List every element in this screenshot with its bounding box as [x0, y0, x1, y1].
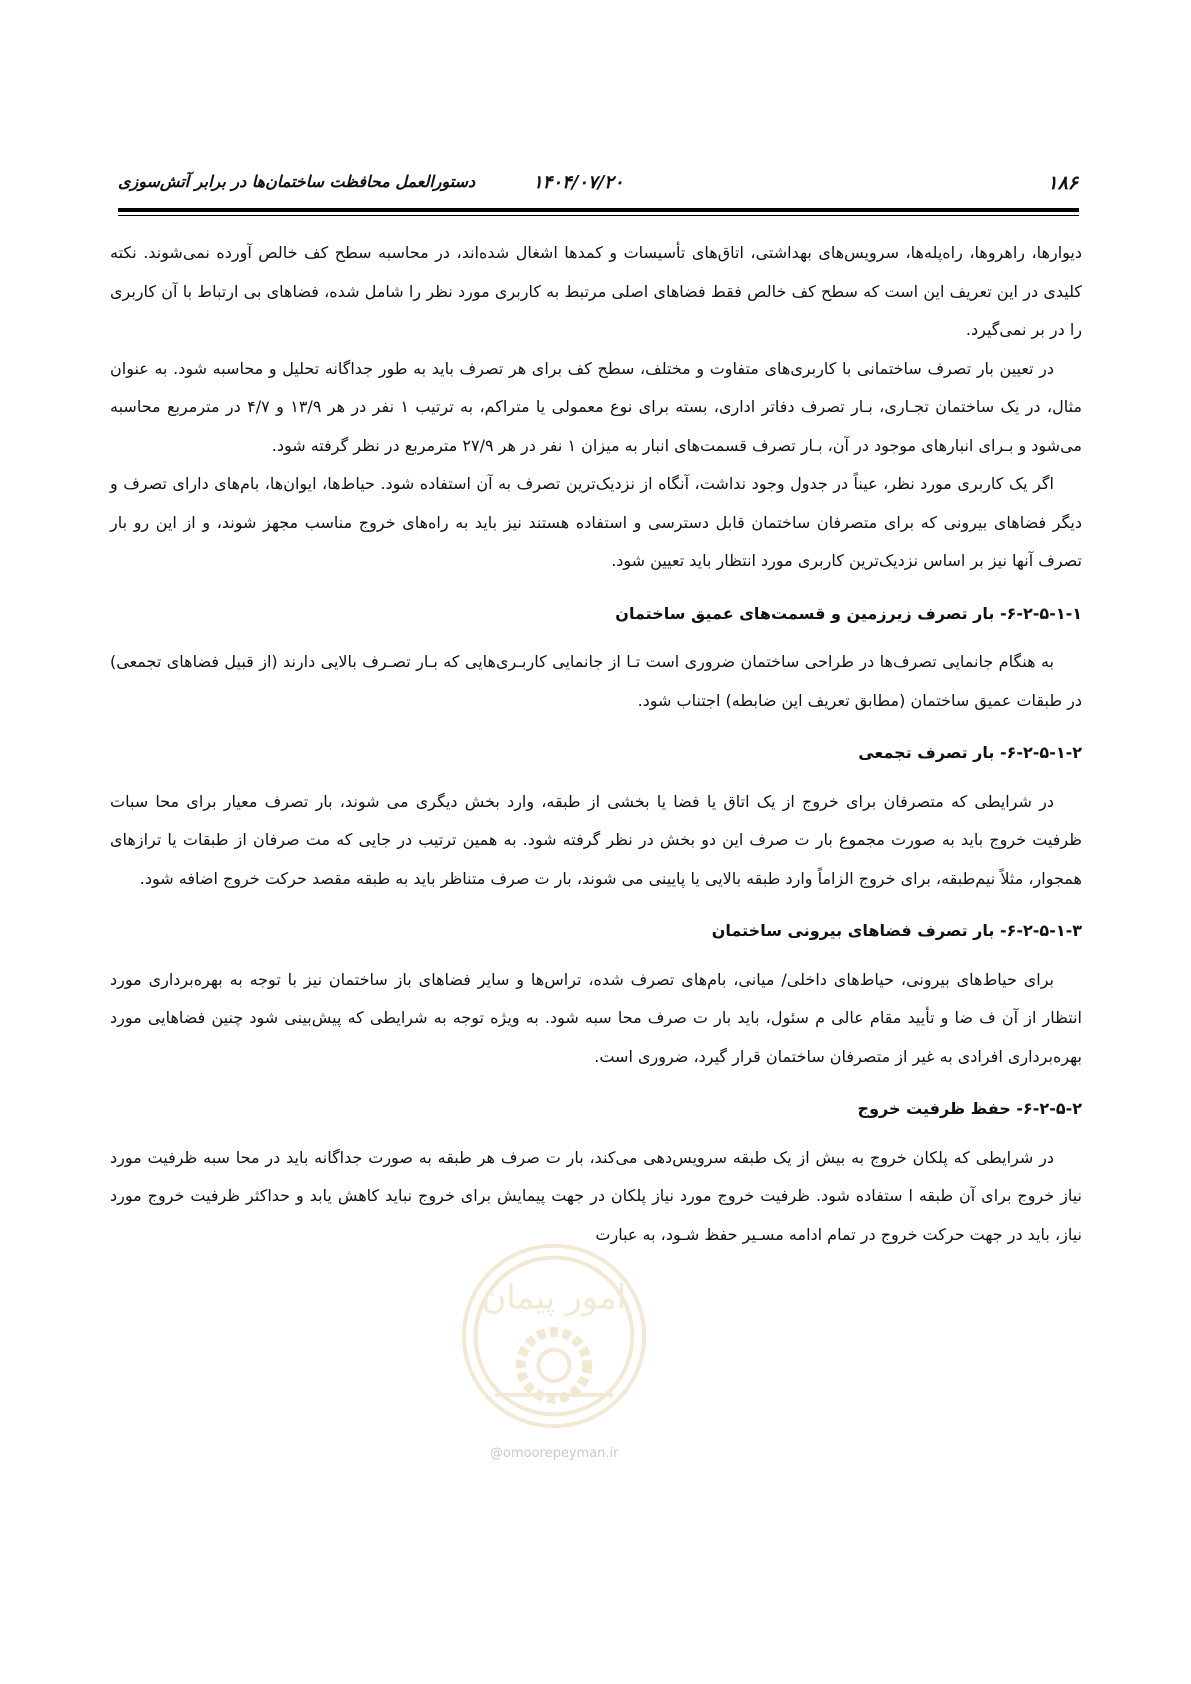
paragraph-1: دیوارها، راهروها، راه‌پله‌ها، سرویس‌های بهداشتی، اتاق‌های تأسیسات و کمدها اشغال شده‌اند، در محاسبه سطح کف خالص آورده نمی‌شوند. نکته کلیدی در این تعریف این است که سطح کف خالص فقط فضاهای اصلی مرتبط به کاربری مورد نظر را شامل شده، فضاهای بی ارتباط با آن کاربری را در بر نمی‌گیرد.: [110, 243, 1082, 339]
paragraph-7: در شرایطی که پلکان خروج به بیش از یک طبقه سرویس‌دهی می‌کند، بار ت صرف هر طبقه به صورت جداگانه باید در محا سبه ظرفیت مورد نیاز خروج برای آن طبقه ا ستفاده شود. ظرفیت خروج مورد نیاز پلکان در جهت پیمایش برای خروج نباید کاهش یابد و حداکثر ظرفیت خروج مورد نیاز، باید در جهت حرکت خروج در تمام ادامه مسـیر حفظ شـود، به عبارت: [110, 1147, 1082, 1244]
section-heading-assembly: ۶-۲-۵-۱-۲- بار تصرف تجمعی: [858, 743, 1082, 762]
watermark-logo-text: امور پیمان: [481, 1277, 627, 1317]
section-heading-outdoor: ۶-۲-۵-۱-۳- بار تصرف فضاهای بیرونی ساختمان: [711, 921, 1082, 940]
paragraph-5: در شرایطی که متصرفان برای خروج از یک اتاق یا فضا یا بخشی از طبقه، وارد بخش دیگری می شوند، بار تصرف معیار برای محا سبات ظرفیت خروج باید به صورت مجموع بار ت صرف این دو بخش در نظر گرفته شود. به همین ترتیب در جایی که مت صرفان از طبقات یا ترازهای همجوار، مثلاً نیم‌طبقه، برای خروج الزاماً وارد طبقه بالایی یا پایینی می شوند، بار ت صرف متناظر باید به طبقه مقصد حرکت خروج اضافه شود.: [110, 791, 1082, 888]
paragraph-4: به هنگام جانمایی تصرف‌ها در طراحی ساختمان ضروری است تـا از جانمایی کاربـری‌هایی که بـار تصـرف بالایی دارند (از قبیل فضاهای تجمعی) در طبقات عمیق ساختمان (مطابق تعریف این ضابطه) اجتناب شود.: [110, 652, 1082, 710]
page-header: [118, 168, 1078, 200]
section-heading-basement: ۶-۲-۵-۱-۱- بار تصرف زیرزمین و قسمت‌های عمیق ساختمان: [615, 603, 1082, 623]
header-rule-thick: [118, 208, 1079, 212]
paragraph-6: برای حیاط‌های بیرونی، حیاط‌های داخلی/ میانی، بام‌های تصرف شده، تراس‌ها و سایر فضاهای باز ساختمان نیز با توجه به بهره‌برداری مورد انتظار از آن ف ضا و تأیید مقام عالی م سئول، باید بار ت صرف محا سبه شود. به ویژه توجه به شرایطی که پیش‌بینی شود چنین فضاهایی مورد بهره‌برداری افرادی به غیر از متصرفان ساختمان قرار گیرد، ضروری است.: [110, 969, 1082, 1066]
watermark-url: @omoorepeyman.ir: [490, 1446, 619, 1461]
section-heading-egress-capacity: ۶-۲-۵-۲- حفظ ظرفیت خروج: [857, 1099, 1082, 1118]
header-date: ۱۴۰۴/۰۷/۲۰: [533, 172, 624, 193]
paragraph-3: اگر یک کاربری مورد نظر، عیناً در جدول وجود نداشت، آنگاه از نزدیک‌ترین تصرف به آن استفاده شود. حیاط‌ها، ایوان‌ها، بام‌های دارای تصرف و دیگر فضاهای بیرونی که برای متصرفان ساختمان قابل دسترسی و استفاده هستند نیز باید به راه‌های خروج مناسب مجهز شوند، و از این رو بار تصرف آنها نیز بر اساس نزدیک‌ترین کاربری مورد انتظار باید تعیین شود.: [110, 474, 1082, 570]
page-number: ۱۸۶: [1047, 172, 1078, 194]
paragraph-2: در تعیین بار تصرف ساختمانی با کاربری‌های متفاوت و مختلف، سطح کف برای هر تصرف باید به طور جداگانه تحلیل و محاسبه شود. به عنوان مثال، در یک ساختمان تجـاری، بـار تصرف دفاتر اداری، بسته برای نوع معمولی یا متراکم، به ترتیب ۱ نفر در هر ۱۳/۹ و ۴/۷ در مترمربع محاسبه می‌شود و بـرای انبارهای موجود در آن، بـار تصرف قسمت‌های انبار به میزان ۱ نفر در هر ۲۷/۹ مترمربع در نظر گرفته شود.: [110, 358, 1082, 455]
watermark-logo: [456, 1238, 652, 1434]
document-body: [110, 234, 1082, 1254]
header-rule-thin: [118, 215, 1079, 216]
header-title: دستورالعمل محافظت ساختمان‌ها در برابر آتش‌سوزی: [118, 172, 476, 191]
